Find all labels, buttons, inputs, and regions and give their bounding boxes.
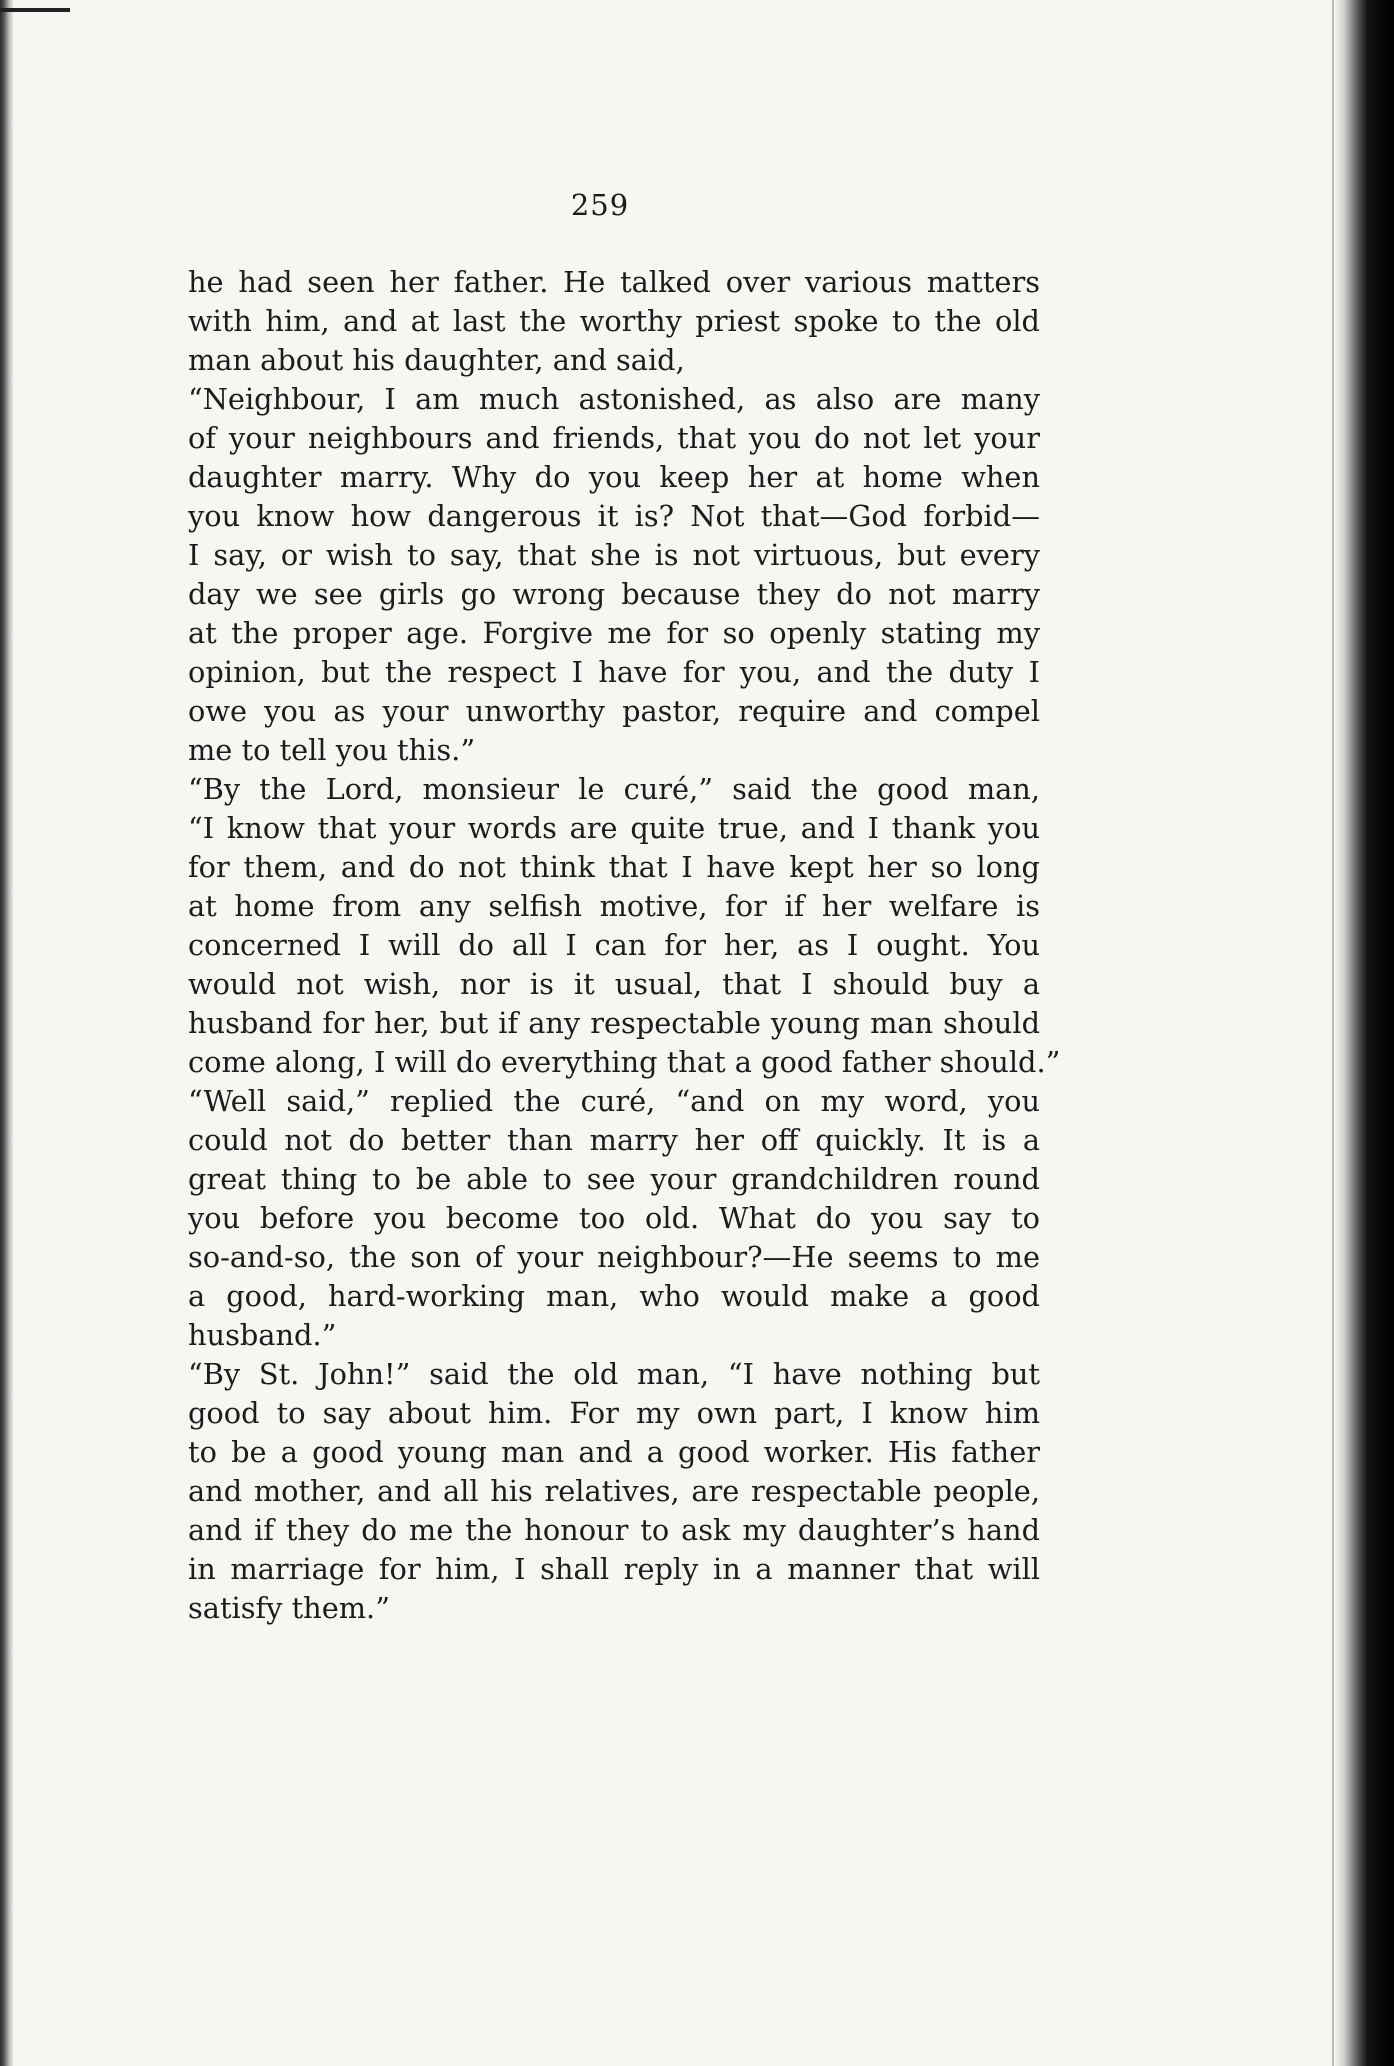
text-line: “Well said,” replied the curé, “and on my word, you bbox=[188, 1084, 1040, 1118]
text-line: for them, and do not think that I have kept her so long bbox=[188, 850, 1040, 884]
text-line: “By the Lord, monsieur le curé,” said the good man, bbox=[188, 772, 1040, 806]
text-line: would not wish, nor is it usual, that I should buy a bbox=[188, 967, 1040, 1001]
scan-edge-mark bbox=[0, 8, 70, 12]
text-line: to be a good young man and a good worker. His father bbox=[188, 1435, 1040, 1469]
scan-edge-left bbox=[0, 0, 14, 2066]
text-line: come along, I will do everything that a good father should.” bbox=[188, 1045, 1061, 1079]
text-line: “By St. John!” said the old man, “I have nothing but bbox=[188, 1357, 1040, 1391]
text-line: at the proper age. Forgive me for so openly stating my bbox=[188, 616, 1040, 650]
text-line: daughter marry. Why do you keep her at home when bbox=[188, 460, 1040, 494]
text-line: me to tell you this.” bbox=[188, 733, 476, 767]
text-line: could not do better than marry her off quickly. It is a bbox=[188, 1123, 1040, 1157]
text-line: concerned I will do all I can for her, as I ought. You bbox=[188, 928, 1040, 962]
text-line: owe you as your unworthy pastor, require and compel bbox=[188, 694, 1040, 728]
text-line: “Neighbour, I am much astonished, as also are many bbox=[188, 382, 1040, 416]
text-line: I say, or wish to say, that she is not virtuous, but every bbox=[188, 538, 1040, 572]
text-line: satisfy them.” bbox=[188, 1591, 390, 1625]
text-line: and if they do me the honour to ask my daughter’s hand bbox=[188, 1513, 1040, 1547]
text-line: he had seen her father. He talked over various matters bbox=[188, 265, 1040, 299]
text-line: at home from any selfish motive, for if her welfare is bbox=[188, 889, 1040, 923]
text-line: man about his daughter, and said, bbox=[188, 343, 685, 377]
body-text bbox=[188, 263, 1061, 1628]
text-line: husband for her, but if any respectable young man should bbox=[188, 1006, 1040, 1040]
text-line: so-and-so, the son of your neighbour?—He seems to me bbox=[188, 1240, 1040, 1274]
text-line: of your neighbours and friends, that you do not let your bbox=[188, 421, 1040, 455]
text-line: in marriage for him, I shall reply in a manner that will bbox=[188, 1552, 1040, 1586]
page-number: 259 bbox=[570, 188, 630, 222]
text-line: day we see girls go wrong because they do not marry bbox=[188, 577, 1040, 611]
text-line: you before you become too old. What do you say to bbox=[188, 1201, 1040, 1235]
text-line: and mother, and all his relatives, are respectable people, bbox=[188, 1474, 1040, 1508]
text-line: husband.” bbox=[188, 1318, 337, 1352]
text-line: a good, hard-working man, who would make a good bbox=[188, 1279, 1040, 1313]
text-line: good to say about him. For my own part, I know him bbox=[188, 1396, 1040, 1430]
text-line: you know how dangerous it is? Not that—God forbid— bbox=[188, 499, 1040, 533]
text-line: with him, and at last the worthy priest spoke to the old bbox=[188, 304, 1040, 338]
text-line: opinion, but the respect I have for you, and the duty I bbox=[188, 655, 1040, 689]
text-line: great thing to be able to see your grandchildren round bbox=[188, 1162, 1040, 1196]
text-line: “I know that your words are quite true, and I thank you bbox=[188, 811, 1040, 845]
scan-edge-right bbox=[1334, 0, 1394, 2066]
